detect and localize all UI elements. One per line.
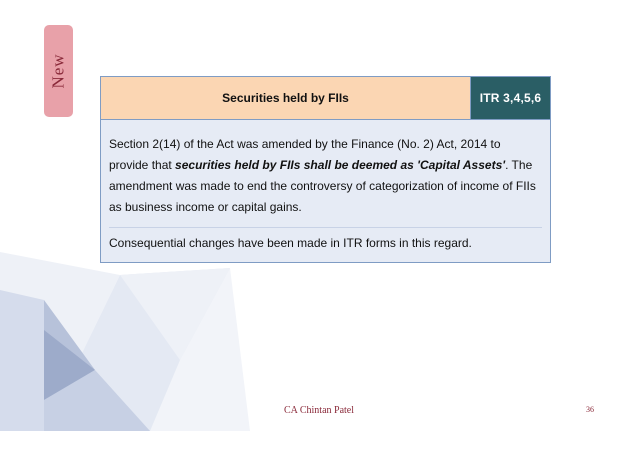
footer-author: CA Chintan Patel <box>284 405 354 416</box>
amendment-paragraph <box>109 134 542 218</box>
amendment-text-start: Section 2(14) of the Act was amended by the Finance (No. 2) Act, 2014 to provide that <box>109 137 501 172</box>
amendment-text-emphasis: securities held by FIIs shall be deemed as 'Capital Assets' <box>175 158 506 172</box>
new-badge <box>44 25 73 117</box>
new-badge-label: New <box>48 53 68 89</box>
itr-forms-label: ITR 3,4,5,6 <box>471 77 550 119</box>
table-title: Securities held by FIIs <box>101 77 471 119</box>
consequential-changes-paragraph: Consequential changes have been made in ITR forms in this regard. <box>109 227 542 254</box>
amendment-text-end: . The amendment was made to end the controversy of categorization of income of FIIs as business income or capital gains. <box>109 158 536 214</box>
info-table <box>100 76 551 263</box>
table-body <box>101 119 550 262</box>
table-header <box>101 77 550 119</box>
page-number: 36 <box>586 405 594 414</box>
